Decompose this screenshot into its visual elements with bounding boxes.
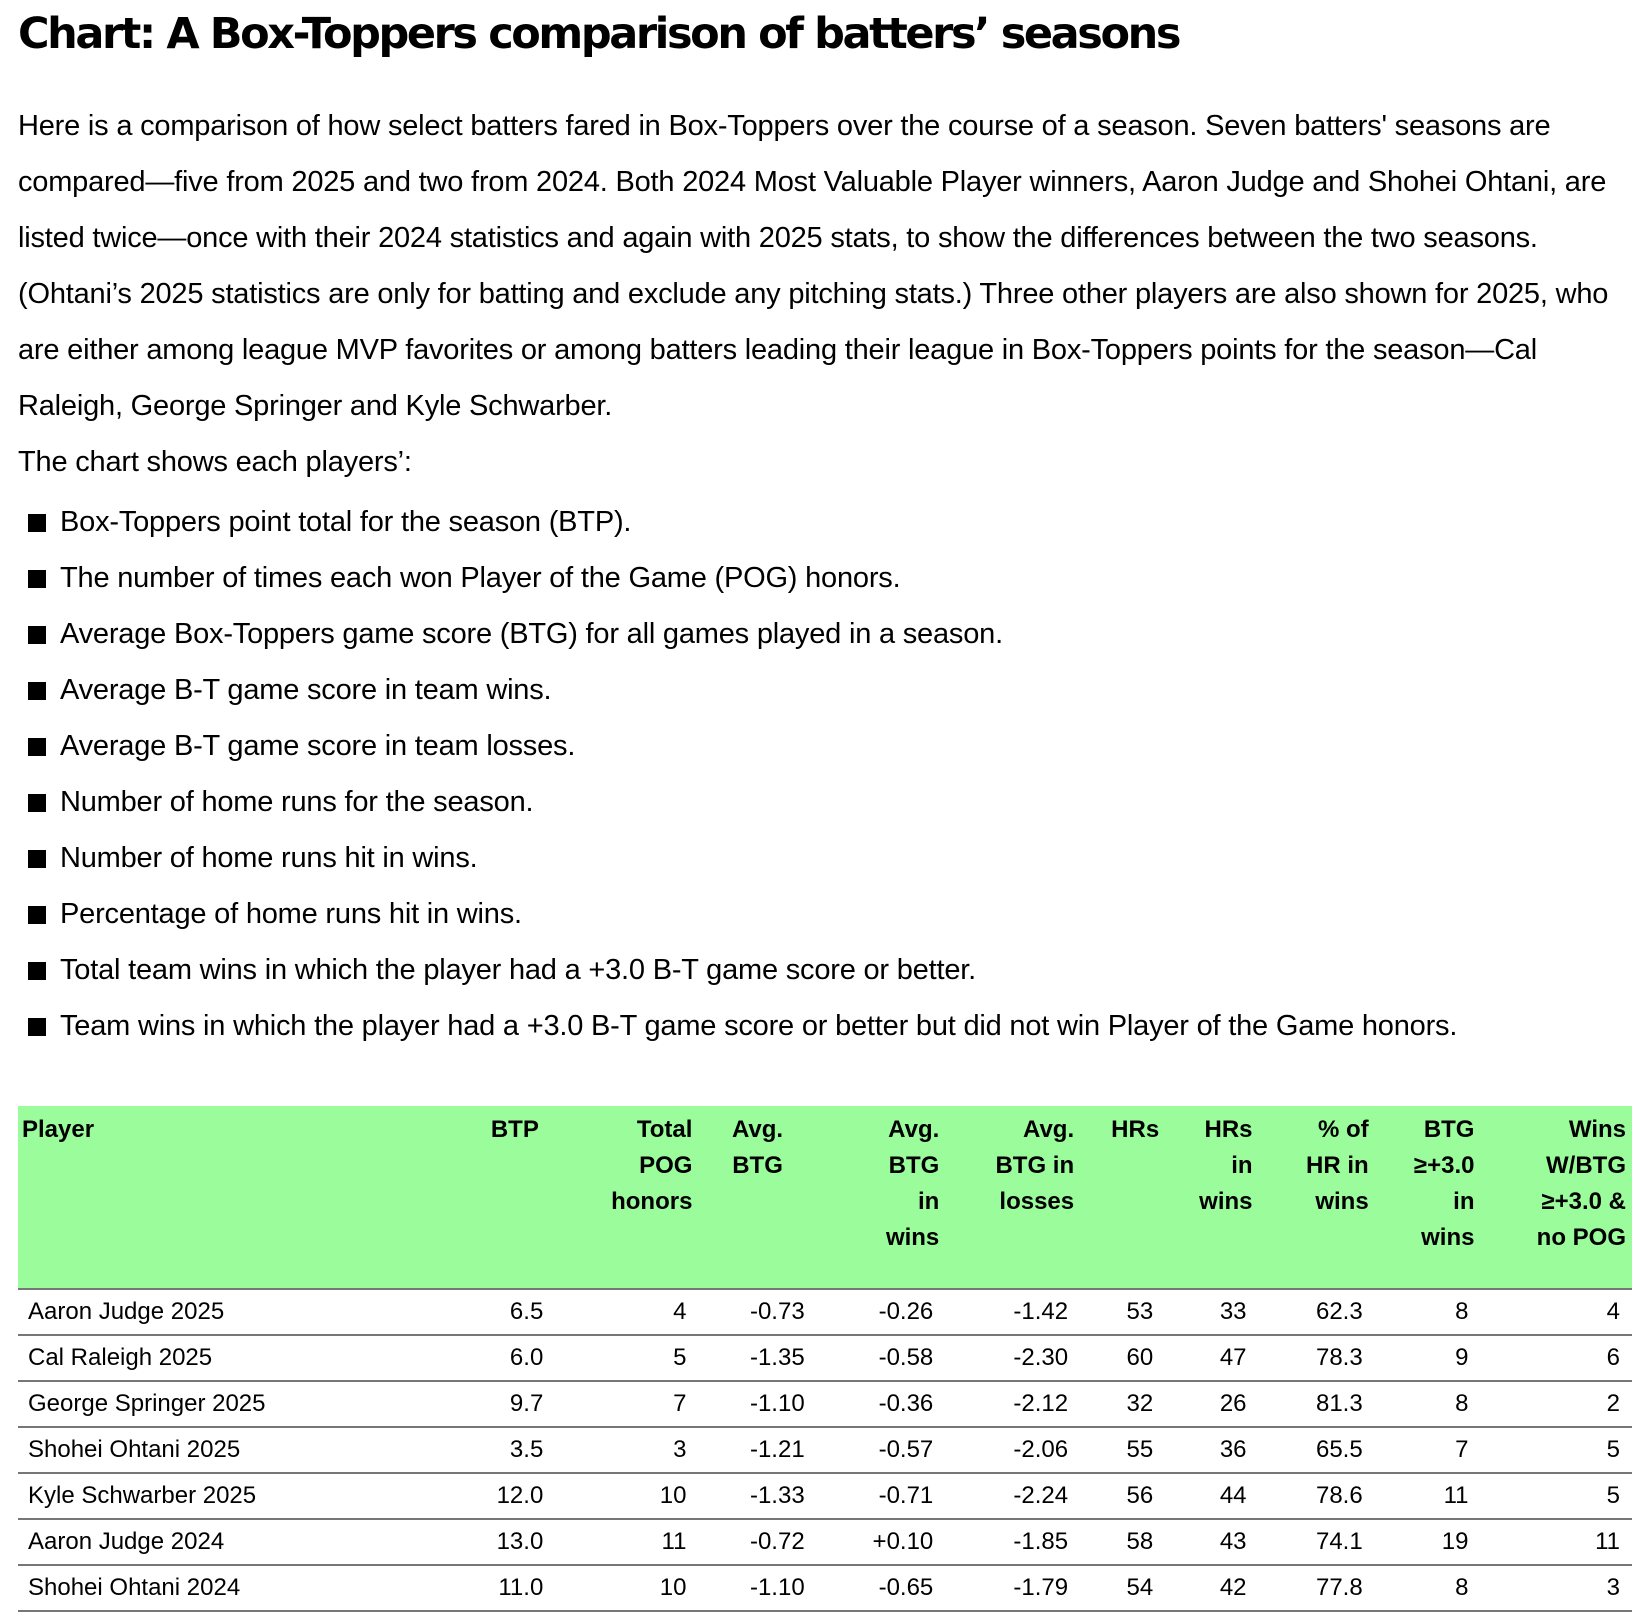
table-header-row: [18, 1106, 1632, 1289]
stat-cell: 36: [1165, 1427, 1258, 1473]
list-item: Box-Toppers point total for the season (BTP).: [28, 494, 1457, 550]
stat-cell: 74.1: [1259, 1519, 1375, 1565]
stat-cell: 4: [1480, 1289, 1632, 1335]
stat-cell: 60: [1080, 1335, 1165, 1381]
stat-cell: 7: [555, 1381, 698, 1427]
stat-cell: -0.71: [817, 1473, 946, 1519]
player-cell: Aaron Judge 2025: [18, 1289, 474, 1335]
table-row: [18, 1427, 1632, 1473]
table-row: [18, 1473, 1632, 1519]
stat-cell: 62.3: [1259, 1289, 1375, 1335]
player-cell: Shohei Ohtani 2025: [18, 1427, 474, 1473]
stat-cell: -2.12: [945, 1381, 1080, 1427]
stat-cell: 6.5: [474, 1289, 555, 1335]
stat-cell: -0.73: [698, 1289, 816, 1335]
square-bullet-icon: [28, 626, 46, 644]
column-header: Wins W/BTG ≥+3.0 & no POG: [1480, 1106, 1632, 1289]
square-bullet-icon: [28, 738, 46, 756]
table-row: [18, 1289, 1632, 1335]
stat-cell: -1.33: [698, 1473, 816, 1519]
square-bullet-icon: [28, 514, 46, 532]
column-header: BTG ≥+3.0 in wins: [1375, 1106, 1481, 1289]
list-item: Average B-T game score in team losses.: [28, 718, 1457, 774]
table-body: [18, 1289, 1632, 1611]
intro-text: [18, 98, 1638, 490]
table-row: [18, 1381, 1632, 1427]
stat-cell: 9: [1375, 1335, 1481, 1381]
stat-cell: -0.65: [817, 1565, 946, 1611]
stat-cell: -1.35: [698, 1335, 816, 1381]
list-item: The number of times each won Player of the Game (POG) honors.: [28, 550, 1457, 606]
list-item: Total team wins in which the player had a +3.0 B-T game score or better.: [28, 942, 1457, 998]
stat-cell: 54: [1080, 1565, 1165, 1611]
stat-cell: 58: [1080, 1519, 1165, 1565]
stat-cell: 5: [1480, 1473, 1632, 1519]
stat-cell: -2.06: [945, 1427, 1080, 1473]
stat-cell: 10: [555, 1473, 698, 1519]
player-cell: Cal Raleigh 2025: [18, 1335, 474, 1381]
stat-cell: -0.26: [817, 1289, 946, 1335]
stats-table: [18, 1106, 1632, 1612]
column-header: HRs: [1080, 1106, 1165, 1289]
stat-cell: 55: [1080, 1427, 1165, 1473]
stat-cell: 19: [1375, 1519, 1481, 1565]
stat-cell: 3.5: [474, 1427, 555, 1473]
stat-cell: 26: [1165, 1381, 1258, 1427]
stat-cell: -0.36: [817, 1381, 946, 1427]
intro-paragraph: Here is a comparison of how select batters fared in Box-Toppers over the course of a season. Seven batters' seasons are compared—five from 2025 and two from 2024. Both 2024 Most Valuable Player winners, Aaron Judge and Shohei Ohtani, are listed twice—once with their 2024 statistics and again with 2025 stats, to show the differences between the two seasons. (Ohtani’s 2025 statistics are only for batting and exclude any pitching stats.) Three other players are also shown for 2025, who are either among league MVP favorites or among batters leading their league in Box-Toppers points for the season—Cal Raleigh, George Springer and Kyle Schwarber.: [18, 110, 1609, 422]
list-item: Average Box-Toppers game score (BTG) for all games played in a season.: [28, 606, 1457, 662]
stat-cell: 7: [1375, 1427, 1481, 1473]
stat-cell: 43: [1165, 1519, 1258, 1565]
stat-cell: -1.10: [698, 1381, 816, 1427]
stat-cell: 3: [1480, 1565, 1632, 1611]
page-title: Chart: A Box-Toppers comparison of batters’ seasons: [18, 9, 1180, 59]
stat-cell: 32: [1080, 1381, 1165, 1427]
square-bullet-icon: [28, 570, 46, 588]
square-bullet-icon: [28, 906, 46, 924]
column-header: Avg. BTG: [698, 1106, 816, 1289]
stat-cell: 9.7: [474, 1381, 555, 1427]
stat-cell: 11: [1375, 1473, 1481, 1519]
stat-cell: 8: [1375, 1289, 1481, 1335]
stat-cell: 11.0: [474, 1565, 555, 1611]
column-header: HRs in wins: [1165, 1106, 1258, 1289]
stat-cell: 11: [1480, 1519, 1632, 1565]
table-row: [18, 1335, 1632, 1381]
stat-cell: 77.8: [1259, 1565, 1375, 1611]
column-header: BTP: [474, 1106, 555, 1289]
square-bullet-icon: [28, 682, 46, 700]
stat-cell: -1.85: [945, 1519, 1080, 1565]
player-cell: Aaron Judge 2024: [18, 1519, 474, 1565]
stat-cell: 4: [555, 1289, 698, 1335]
stat-cell: 13.0: [474, 1519, 555, 1565]
table-row: [18, 1565, 1632, 1611]
stat-cell: -0.57: [817, 1427, 946, 1473]
stat-cell: -2.30: [945, 1335, 1080, 1381]
list-item: Team wins in which the player had a +3.0 B-T game score or better but did not win Player of the Game honors.: [28, 998, 1457, 1054]
player-cell: Kyle Schwarber 2025: [18, 1473, 474, 1519]
stat-cell: -0.72: [698, 1519, 816, 1565]
stat-cell: -1.21: [698, 1427, 816, 1473]
list-item: Number of home runs for the season.: [28, 774, 1457, 830]
intro-lead-in: The chart shows each players’:: [18, 446, 412, 478]
stat-cell: -1.10: [698, 1565, 816, 1611]
stat-cell: 53: [1080, 1289, 1165, 1335]
stat-cell: 44: [1165, 1473, 1258, 1519]
stat-cell: -1.42: [945, 1289, 1080, 1335]
stat-cell: 56: [1080, 1473, 1165, 1519]
stat-cell: 8: [1375, 1381, 1481, 1427]
square-bullet-icon: [28, 850, 46, 868]
stat-cell: 10: [555, 1565, 698, 1611]
stat-cell: +0.10: [817, 1519, 946, 1565]
stat-cell: 12.0: [474, 1473, 555, 1519]
metric-list: [28, 494, 1457, 1054]
list-item: Number of home runs hit in wins.: [28, 830, 1457, 886]
player-cell: Shohei Ohtani 2024: [18, 1565, 474, 1611]
stat-cell: 81.3: [1259, 1381, 1375, 1427]
column-header: Player: [18, 1106, 474, 1289]
stat-cell: 33: [1165, 1289, 1258, 1335]
square-bullet-icon: [28, 1018, 46, 1036]
stat-cell: 47: [1165, 1335, 1258, 1381]
stat-cell: -2.24: [945, 1473, 1080, 1519]
stat-cell: -0.58: [817, 1335, 946, 1381]
stat-cell: 78.3: [1259, 1335, 1375, 1381]
table-row: [18, 1519, 1632, 1565]
stat-cell: 3: [555, 1427, 698, 1473]
column-header: Avg. BTG in losses: [945, 1106, 1080, 1289]
square-bullet-icon: [28, 794, 46, 812]
player-cell: George Springer 2025: [18, 1381, 474, 1427]
stat-cell: -1.79: [945, 1565, 1080, 1611]
stat-cell: 5: [1480, 1427, 1632, 1473]
stat-cell: 42: [1165, 1565, 1258, 1611]
stat-cell: 6.0: [474, 1335, 555, 1381]
stat-cell: 8: [1375, 1565, 1481, 1611]
column-header: Total POG honors: [555, 1106, 698, 1289]
list-item: Average B-T game score in team wins.: [28, 662, 1457, 718]
stat-cell: 2: [1480, 1381, 1632, 1427]
stat-cell: 65.5: [1259, 1427, 1375, 1473]
list-item: Percentage of home runs hit in wins.: [28, 886, 1457, 942]
column-header: Avg. BTG in wins: [817, 1106, 946, 1289]
stat-cell: 11: [555, 1519, 698, 1565]
square-bullet-icon: [28, 962, 46, 980]
stat-cell: 78.6: [1259, 1473, 1375, 1519]
stat-cell: 6: [1480, 1335, 1632, 1381]
stat-cell: 5: [555, 1335, 698, 1381]
column-header: % of HR in wins: [1259, 1106, 1375, 1289]
